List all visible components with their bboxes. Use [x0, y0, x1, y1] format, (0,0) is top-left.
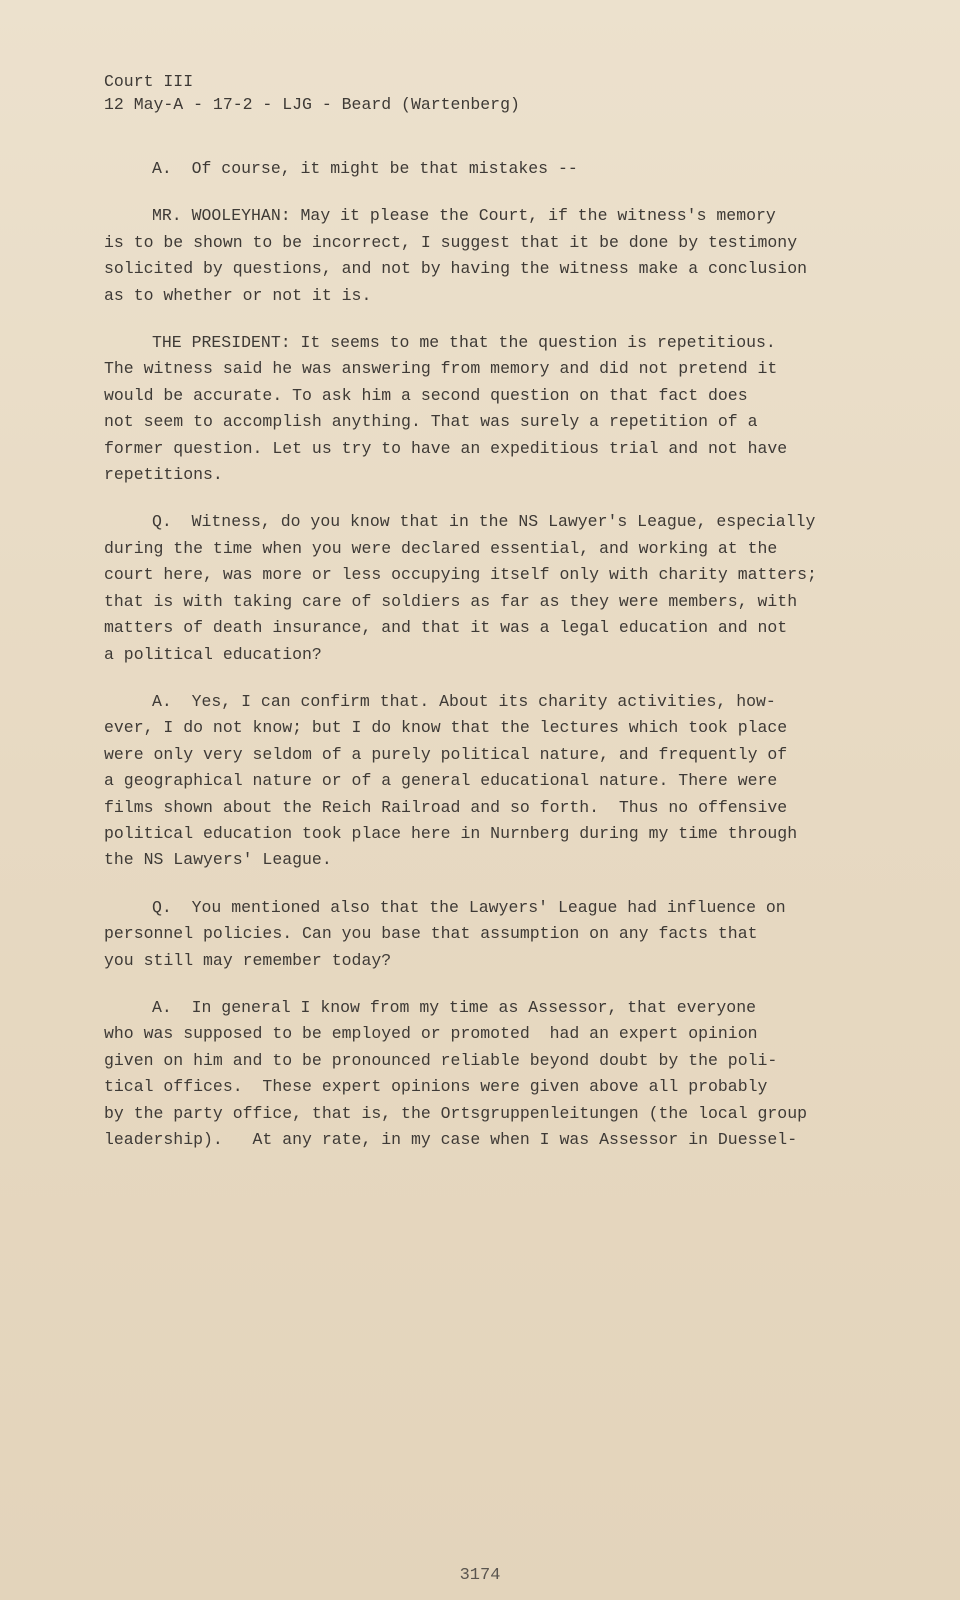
text-line: former question. Let us try to have an expeditious trial and not have	[104, 438, 788, 458]
page-number: 3174	[459, 1566, 501, 1585]
text-line: is to be shown to be incorrect, I suggest that it be done by testimony	[104, 232, 798, 252]
session-reference: 12 May-A - 17-2 - LJG - Beard (Wartenberg)	[104, 95, 520, 114]
text-line: solicited by questions, and not by having the witness make a conclusion	[104, 259, 808, 279]
paragraph-wooleyhan-objection	[104, 203, 864, 309]
text-line: Q. Witness, do you know that in the NS Lawyer's League, especially	[152, 512, 816, 532]
text-line: A. Yes, I can confirm that. About its charity activities, how-	[152, 691, 776, 711]
text-line: political education took place here in Nurnberg during my time through	[104, 823, 798, 843]
text-line: who was supposed to be employed or promoted had an expert opinion	[104, 1024, 758, 1044]
text-line: THE PRESIDENT: It seems to me that the question is repetitious.	[152, 333, 776, 353]
document-header	[104, 70, 520, 116]
text-line: tical offices. These expert opinions were given above all probably	[104, 1077, 768, 1097]
text-line: you still may remember today?	[104, 950, 392, 970]
text-line: given on him and to be pronounced reliable beyond doubt by the poli-	[104, 1050, 778, 1070]
paragraph-answer-assessor	[104, 995, 864, 1153]
text-line: leadership). At any rate, in my case when I was Assessor in Duessel-	[104, 1130, 798, 1149]
text-line: ever, I do not know; but I do know that the lectures which took place	[104, 718, 788, 738]
text-line: films shown about the Reich Railroad and so forth. Thus no offensive	[104, 797, 788, 817]
text-line: matters of death insurance, and that it was a legal education and not	[104, 618, 788, 638]
paragraph-question-lawyers-league	[104, 509, 864, 667]
text-line: MR. WOOLEYHAN: May it please the Court, if the witness's memory	[152, 206, 776, 226]
text-line: would be accurate. To ask him a second question on that fact does	[104, 385, 748, 405]
text-line: The witness said he was answering from memory and did not pretend it	[104, 359, 778, 379]
text-line: court here, was more or less occupying itself only with charity matters;	[104, 565, 817, 585]
text-line: a geographical nature or of a general educational nature. There were	[104, 771, 778, 791]
text-line: as to whether or not it is.	[104, 285, 372, 305]
text-line: were only very seldom of a purely political nature, and frequently of	[104, 744, 788, 764]
court-label: Court III	[104, 72, 194, 91]
paragraph-answer-mistakes	[104, 156, 864, 182]
text-line: A. Of course, it might be that mistakes --	[152, 159, 578, 178]
text-line: repetitions.	[104, 465, 223, 485]
text-line: by the party office, that is, the Ortsgruppenleitungen (the local group	[104, 1103, 808, 1123]
text-line: a political education?	[104, 644, 322, 664]
text-line: A. In general I know from my time as Assessor, that everyone	[152, 997, 756, 1017]
text-line: Q. You mentioned also that the Lawyers' League had influence on	[152, 897, 786, 917]
paragraph-answer-education	[104, 689, 864, 874]
text-line: not seem to accomplish anything. That was surely a repetition of a	[104, 412, 758, 432]
paragraph-president-ruling	[104, 330, 864, 488]
text-line: personnel policies. Can you base that assumption on any facts that	[104, 924, 758, 944]
text-line: during the time when you were declared essential, and working at the	[104, 538, 778, 558]
text-line: the NS Lawyers' League.	[104, 850, 332, 870]
paragraph-question-personnel	[104, 895, 864, 974]
text-line: that is with taking care of soldiers as far as they were members, with	[104, 591, 798, 611]
transcript-body	[104, 156, 864, 1174]
